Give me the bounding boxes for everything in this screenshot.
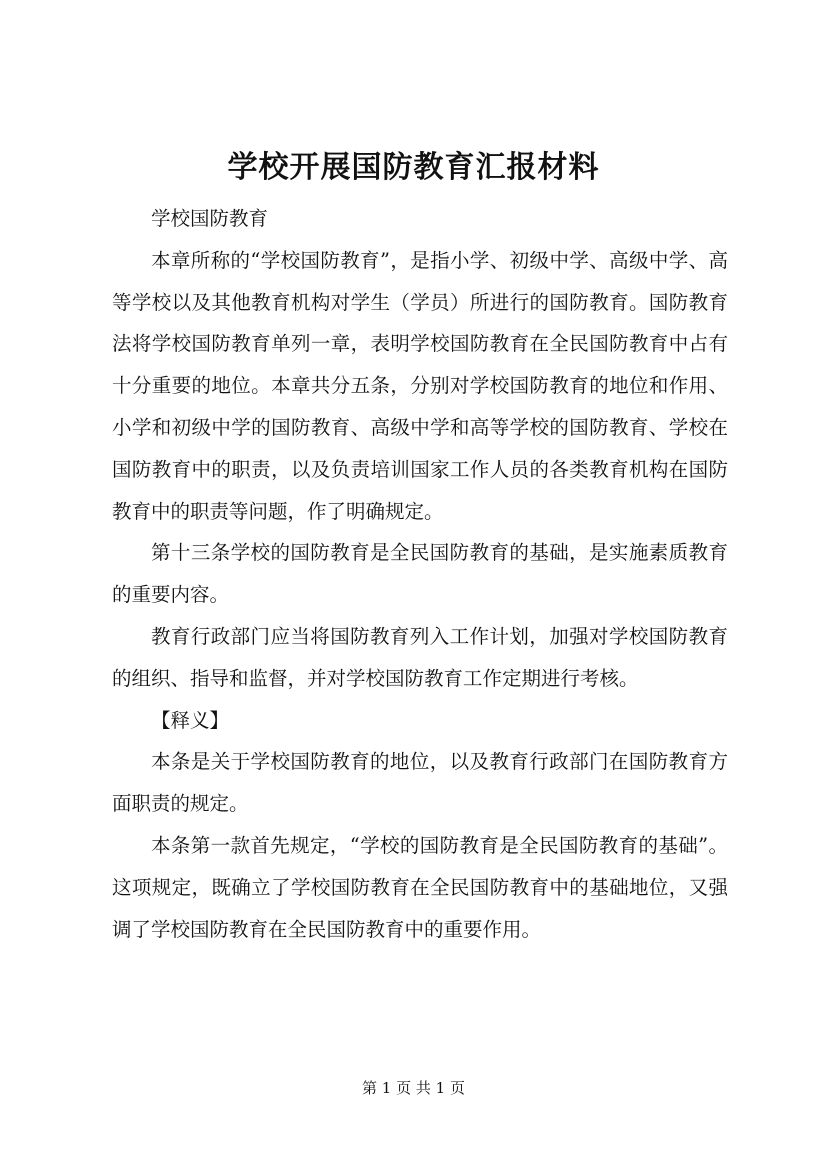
paragraph-interpretation-2: 本条第一款首先规定，“学校的国防教育是全民国防教育的基础”。这项规定，既确立了学校国防教育在全民国防教育中的基础地位，又强调了学校国防教育在全民国防教育中的重要作用。: [112, 833, 728, 941]
paragraph-interpretation-1: 本条是关于学校国防教育的地位，以及教育行政部门在国防教育方面职责的规定。: [112, 750, 728, 816]
document-body: [112, 198, 728, 950]
page-number-footer: 第 1 页 共 1 页: [362, 1079, 465, 1097]
document-title: 学校开展国防教育汇报材料: [227, 150, 600, 185]
paragraph-article-13: 第十三条学校的国防教育是全民国防教育的基础，是实施素质教育的重要内容。: [112, 541, 728, 607]
paragraph-interpretation-heading: 【释义】: [151, 708, 230, 732]
paragraph-subheading: 学校国防教育: [151, 207, 269, 230]
paragraph-admin-duty: 教育行政部门应当将国防教育列入工作计划，加强对学校国防教育的组织、指导和监督，并对学校国防教育工作定期进行考核。: [112, 624, 728, 690]
paragraph-intro: 本章所称的“学校国防教育”，是指小学、初级中学、高级中学、高等学校以及其他教育机构对学生（学员）所进行的国防教育。国防教育法将学校国防教育单列一章，表明学校国防教育在全民国防教育中占有十分重要的地位。本章共分五条，分别对学校国防教育的地位和作用、小学和初级中学的国防教育、高级中学和高等学校的国防教育、学校在国防教育中的职责，以及负责培训国家工作人员的各类教育机构在国防教育中的职责等问题，作了明确规定。: [112, 248, 728, 523]
